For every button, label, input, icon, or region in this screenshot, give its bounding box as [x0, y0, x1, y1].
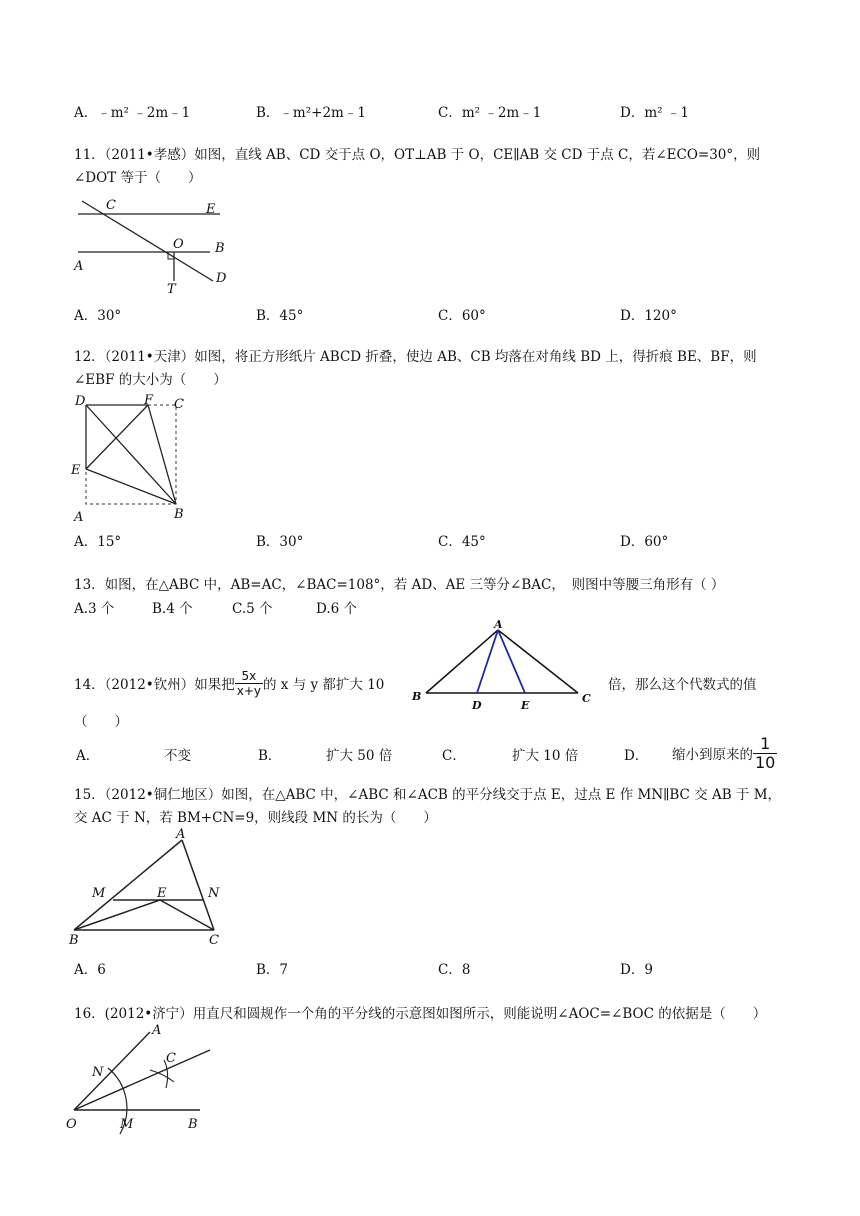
q12-label-c: C	[174, 397, 184, 412]
q13-option-c: C.5 个	[232, 601, 273, 617]
q13-stem: 13．如图，在△ABC 中，AB=AC，∠BAC=108°，若 AD、AE 三等分∠BAC， 则图中等腰三角形有（ ）	[74, 577, 725, 593]
q14-option-b-text: 扩大 50 倍	[326, 748, 393, 764]
q11-stem-line2: ∠DOT 等于（ ）	[74, 170, 202, 186]
q11-option-b: B．45°	[256, 308, 304, 324]
q14-option-b-letter: B．	[258, 748, 282, 764]
q13-option-b: B.4 个	[152, 601, 193, 617]
q12-label-f: F	[144, 393, 154, 408]
q13-label-b: B	[412, 690, 422, 703]
q14-fraction	[235, 669, 263, 698]
q15-option-b: B．7	[256, 962, 289, 978]
q11-stem-line1: 11．（2011•孝感）如图，直线 AB、CD 交于点 O，OT⊥AB 于 O，CE∥AB 交 CD 于点 C，若∠ECO=30°，则	[74, 147, 761, 163]
q11-option-a: A．30°	[74, 308, 122, 324]
q15-label-m: M	[92, 886, 106, 901]
q16-label-o: O	[66, 1117, 77, 1132]
q14-middle: 的 x 与 y 都扩大 10	[263, 677, 385, 693]
q14-option-d-content	[672, 730, 777, 776]
q15-option-a: A．6	[74, 962, 106, 978]
q14-option-d-fraction-numerator: 1	[753, 735, 777, 754]
q13-option-a: A.3 个	[74, 601, 115, 617]
q11-label-e: E	[206, 202, 216, 217]
q14-stem-line1	[74, 663, 384, 703]
q14-option-a-letter: A．	[76, 748, 100, 764]
q12-label-d: D	[75, 394, 86, 409]
q14-prefix: 14．（2012•钦州）如果把	[74, 677, 235, 693]
q16-label-b: B	[188, 1117, 198, 1132]
q15-label-c: C	[209, 933, 219, 948]
q13-label-d: D	[472, 699, 482, 712]
q11-option-c: C．60°	[438, 308, 486, 324]
q13-label-c: C	[582, 692, 591, 705]
q14-stem-line2: （ ）	[74, 714, 128, 730]
q10-option-c: C．m² ﹣2m﹣1	[438, 105, 542, 121]
q11-option-d: D．120°	[620, 308, 677, 324]
q16-label-n: N	[92, 1065, 104, 1080]
q15-stem-line1: 15．（2012•铜仁地区）如图，在△ABC 中，∠ABC 和∠ACB 的平分线交于点 E，过点 E 作 MN∥BC 交 AB 于 M，	[74, 787, 782, 803]
q10-option-a: A．﹣m² ﹣2m﹣1	[74, 105, 191, 121]
q11-label-b: B	[215, 241, 225, 256]
q12-stem-line2: ∠EBF 的大小为（ ）	[74, 372, 227, 388]
q11-label-a: A	[74, 259, 84, 274]
q11-label-d: D	[216, 271, 227, 286]
q15-figure	[66, 826, 236, 948]
q12-label-e: E	[71, 463, 81, 478]
q12-label-b: B	[174, 507, 184, 522]
q11-label-c: C	[106, 198, 116, 213]
q12-crease-be	[86, 469, 176, 504]
q13-figure	[408, 618, 598, 714]
q15-label-e: E	[157, 886, 167, 901]
q16-stem: 16．(2012•济宁）用直尺和圆规作一个角的平分线的示意图如图所示，则能说明∠AOC=∠BOC 的依据是（ ）	[74, 1006, 767, 1022]
q16-label-m: M	[120, 1117, 134, 1132]
q16-ray-oc	[74, 1050, 210, 1110]
q16-figure	[62, 1022, 222, 1138]
q15-side-ac	[182, 840, 214, 930]
q13-option-d: D.6 个	[316, 601, 358, 617]
q15-label-n: N	[208, 886, 220, 901]
q13-side-ac	[498, 630, 578, 693]
q11-figure	[70, 195, 240, 295]
q12-option-b: B．30°	[256, 534, 304, 550]
q15-option-c: C．8	[438, 962, 471, 978]
q14-option-a-text: 不变	[164, 748, 191, 764]
q14-option-d-letter: D．	[624, 748, 649, 764]
q12-option-d: D．60°	[620, 534, 669, 550]
q12-stem	[74, 346, 804, 392]
q16-label-c: C	[166, 1051, 176, 1066]
q11-stem	[74, 144, 804, 190]
q12-option-a: A．15°	[74, 534, 122, 550]
q12-option-c: C．45°	[438, 534, 486, 550]
q12-label-a: A	[74, 510, 84, 525]
q15-label-b: B	[69, 933, 79, 948]
q10-option-b: B．﹣m²+2m﹣1	[256, 105, 366, 121]
q15-bisector-ce	[160, 900, 214, 930]
q14-fraction-denominator: x+y	[236, 683, 262, 698]
q10-option-d: D．m² ﹣1	[620, 105, 689, 121]
q15-bisector-be	[74, 900, 160, 930]
q14-option-d-text: 缩小到原来的	[672, 747, 753, 763]
q15-stem-line2: 交 AC 于 N，若 BM+CN=9，则线段 MN 的长为（ ）	[74, 810, 437, 826]
q14-option-c-text: 扩大 10 倍	[512, 748, 579, 764]
q11-line-cd	[82, 201, 213, 281]
q13-label-e: E	[521, 699, 530, 712]
q12-figure	[68, 394, 198, 526]
q11-label-o: O	[173, 237, 184, 252]
q15-option-d: D．9	[620, 962, 653, 978]
q13-trisector-ae	[498, 630, 525, 693]
q14-option-d-fraction-denominator: 10	[755, 752, 776, 772]
q14-fraction-numerator: 5x	[235, 669, 263, 684]
q13-label-a: A	[494, 618, 503, 631]
q15-side-ab	[74, 840, 182, 930]
q14-option-d-fraction	[753, 735, 777, 772]
q14-suffix: 倍，那么这个代数式的值	[608, 677, 757, 693]
q15-label-a: A	[176, 827, 186, 842]
q16-label-a: A	[152, 1023, 162, 1038]
q15-stem	[74, 784, 804, 830]
q11-label-t: T	[167, 282, 176, 297]
q12-stem-line1: 12．（2011•天津）如图，将正方形纸片 ABCD 折叠，使边 AB、CB 均落在对角线 BD 上，得折痕 BE、BF，则	[74, 349, 757, 365]
q14-option-c-letter: C．	[442, 748, 466, 764]
